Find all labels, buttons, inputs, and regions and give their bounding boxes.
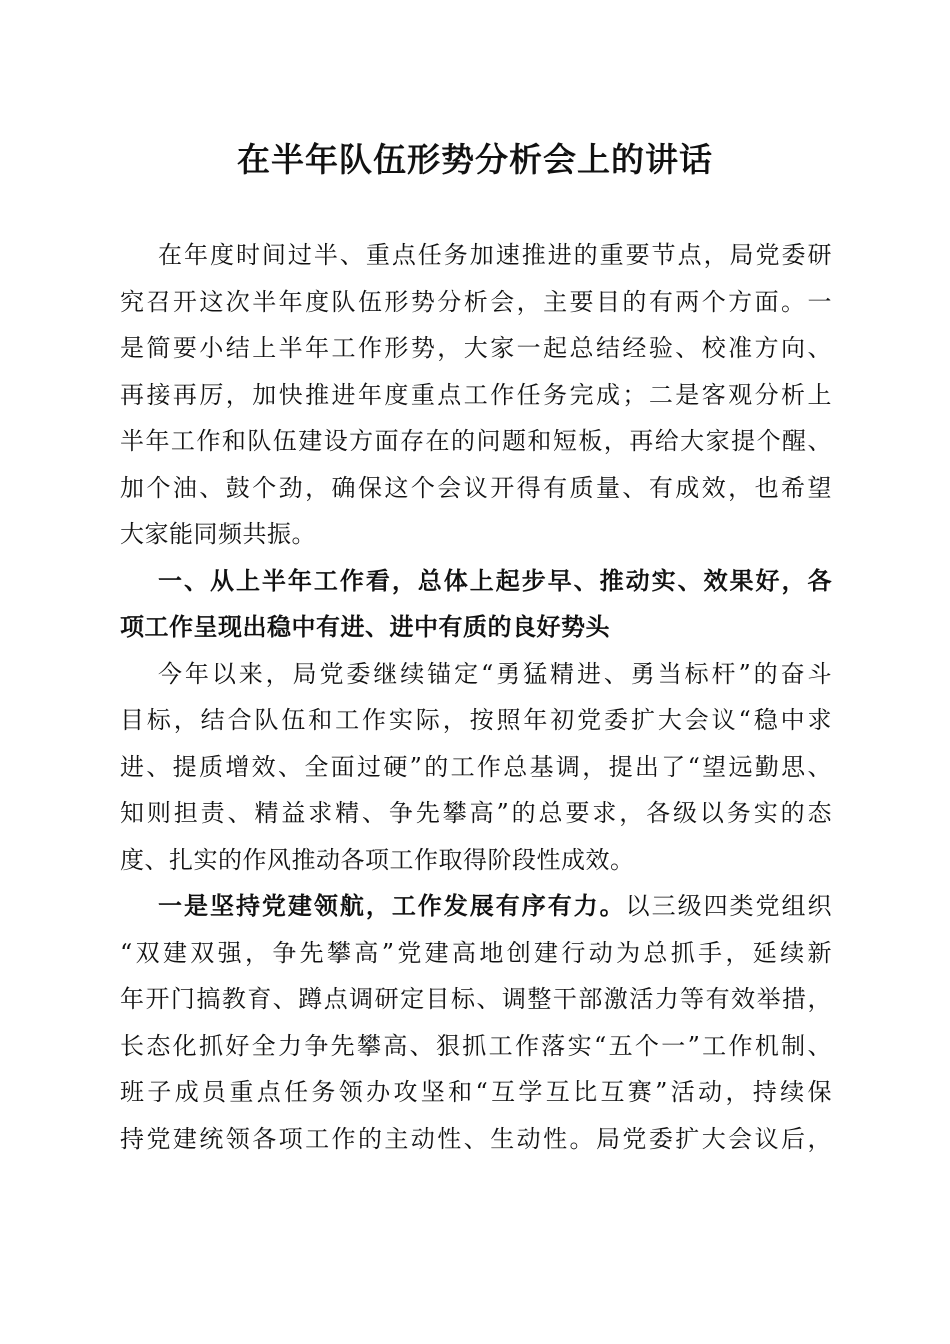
text-line: 长态化抓好全力争先攀高、狠抓工作落实“五个一”工作机制、 <box>120 1031 832 1060</box>
subsection-lead: 一是坚持党建领航，工作发展有序有力。 <box>158 891 626 920</box>
text-line: 度、扎实的作风推动各项工作取得阶段性成效。 <box>120 845 635 874</box>
text-line: 知则担责、精益求精、争先攀高”的总要求，各级以务实的态 <box>120 799 832 827</box>
document-body <box>120 232 832 1162</box>
text-line-rest: 以三级四类党组织 <box>625 892 833 920</box>
section-heading-line: 一、从上半年工作看，总体上起步早、推动实、效果好，各 <box>158 566 832 595</box>
text-line: 班子成员重点任务领办攻坚和“互学互比互赛”活动，持续保 <box>120 1078 832 1106</box>
text-line: “双建双强，争先攀高”党建高地创建行动为总抓手，延续新 <box>120 938 832 967</box>
section-heading-line: 项工作呈现出稳中有进、进中有质的良好势头 <box>120 613 610 641</box>
text-line: 持党建统领各项工作的主动性、生动性。局党委扩大会议后， <box>120 1124 832 1153</box>
text-line: 加个油、鼓个劲，确保这个会议开得有质量、有成效，也希望 <box>120 473 832 502</box>
text-line: 在年度时间过半、重点任务加速推进的重要节点，局党委研 <box>158 241 832 269</box>
text-line: 今年以来，局党委继续锚定“勇猛精进、勇当标杆”的奋斗 <box>158 659 832 688</box>
text-line: 年开门搞教育、蹲点调研定目标、调整干部激活力等有效举措， <box>120 985 832 1013</box>
text-line: 究召开这次半年度队伍形势分析会，主要目的有两个方面。一 <box>120 287 832 316</box>
text-line: 半年工作和队伍建设方面存在的问题和短板，再给大家提个醒、 <box>120 427 832 455</box>
paragraph-first-line <box>120 883 832 930</box>
text-line: 再接再厉，加快推进年度重点工作任务完成；二是客观分析上 <box>120 380 832 409</box>
text-line: 进、提质增效、全面过硬”的工作总基调，提出了“望远勤思、 <box>120 752 832 781</box>
text-line: 大家能同频共振。 <box>120 520 316 548</box>
page-title: 在半年队伍形势分析会上的讲话 <box>237 140 713 179</box>
text-line: 目标，结合队伍和工作实际，按照年初党委扩大会议“稳中求 <box>120 706 832 734</box>
text-line: 是简要小结上半年工作形势，大家一起总结经验、校准方向、 <box>120 334 832 362</box>
